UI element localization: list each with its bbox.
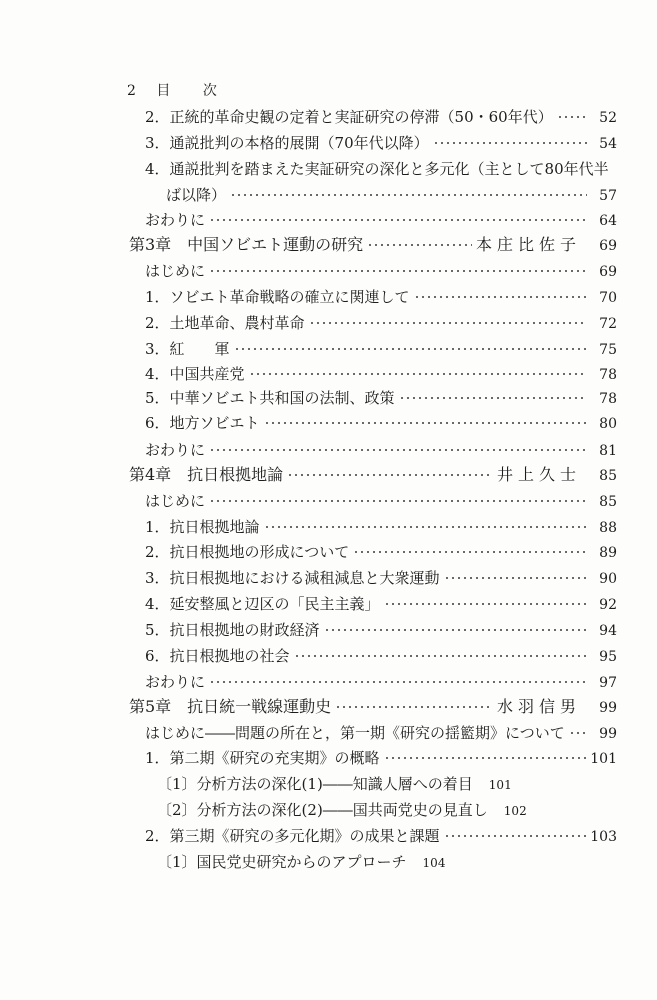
toc-entry-title: はじめに――問題の所在と，第一期《研究の揺籃期》について xyxy=(145,724,565,742)
toc-entry[interactable] xyxy=(145,539,617,565)
chapter-title: 第4章 抗日根拠地論 xyxy=(129,465,284,484)
dot-leader xyxy=(353,550,587,554)
dot-leader xyxy=(335,705,493,709)
toc-entry-title: 4．延安整風と辺区の「民主主義」 xyxy=(145,595,380,613)
toc-entry[interactable] xyxy=(145,514,617,540)
chapter-author: 水羽信男 xyxy=(496,697,581,716)
dot-leader xyxy=(367,243,472,247)
toc-entry-page: 85 xyxy=(599,494,617,510)
dot-leader xyxy=(444,576,587,580)
dot-leader xyxy=(433,141,587,145)
toc-entry-title: はじめに xyxy=(145,492,206,510)
chapter-author: 井上久士 xyxy=(496,465,581,484)
dot-leader xyxy=(557,115,587,119)
running-header xyxy=(127,80,218,100)
chapter-title: 第5章 抗日統一戦線運動史 xyxy=(129,697,332,716)
dot-leader xyxy=(209,499,587,503)
dot-leader xyxy=(209,269,587,273)
toc-entry-page: 54 xyxy=(599,136,617,152)
toc-entry[interactable] xyxy=(145,720,617,746)
toc-entry-continuation[interactable] xyxy=(166,182,617,208)
toc-entry[interactable] xyxy=(145,258,617,284)
toc-entry[interactable] xyxy=(145,207,617,233)
toc-entry[interactable] xyxy=(145,284,617,310)
toc-entry-title: 1．第二期《研究の充実期》の概略 xyxy=(145,749,380,767)
toc-entry-title: おわりに xyxy=(145,673,206,691)
dot-leader xyxy=(569,731,587,735)
toc-entry-title: 2．抗日根拠地の形成について xyxy=(145,543,350,561)
dot-leader xyxy=(209,218,587,222)
toc-entry-page: 99 xyxy=(599,726,617,742)
toc-entry-page: 70 xyxy=(599,290,617,306)
toc-entry-page: 78 xyxy=(599,367,617,383)
toc-subentry[interactable] xyxy=(157,849,445,875)
toc-entry-page: 75 xyxy=(599,342,617,358)
toc-entry-page: 92 xyxy=(599,597,617,613)
toc-entry-page: 57 xyxy=(599,188,617,204)
toc-entry-title: おわりに xyxy=(145,211,206,229)
toc-entry-title: 2．第三期《研究の多元化期》の成果と課題 xyxy=(145,827,440,845)
dot-leader xyxy=(234,347,587,351)
toc-entry-page: 81 xyxy=(599,443,617,459)
dot-leader xyxy=(444,834,587,838)
toc-entry-title: はじめに xyxy=(145,262,206,280)
toc-entry[interactable] xyxy=(145,410,617,436)
toc-entry-page: 99 xyxy=(599,700,617,716)
toc-entry-title: 3．通説批判の本格的展開（70年代以降） xyxy=(145,134,429,152)
dot-leader xyxy=(209,448,587,452)
header-title-part: 次 xyxy=(202,83,218,99)
toc-entry[interactable] xyxy=(145,669,617,695)
toc-entry-title: 〔2〕分析方法の深化(2)――国共両党史の見直し xyxy=(157,801,488,819)
toc-entry[interactable] xyxy=(145,310,617,336)
chapter-author: 本庄比佐子 xyxy=(475,235,581,254)
toc-entry-page: 103 xyxy=(590,829,617,845)
toc-entry-title: 4．通説批判を踏まえた実証研究の深化と多元化（主として80年代半 xyxy=(145,160,609,178)
toc-entry-title: 6．抗日根拠地の社会 xyxy=(145,647,290,665)
dot-leader xyxy=(230,193,587,197)
toc-entry-title: 〔1〕国民党史研究からのアプローチ xyxy=(157,853,407,871)
toc-entry-page: 89 xyxy=(599,545,617,561)
dot-leader xyxy=(287,473,493,477)
toc-entry-title: 3．抗日根拠地における減租減息と大衆運動 xyxy=(145,569,440,587)
toc-chapter[interactable] xyxy=(129,232,617,258)
toc-entry-page: 94 xyxy=(599,623,617,639)
dot-leader xyxy=(309,321,587,325)
toc-entry-title: 3．紅 軍 xyxy=(145,340,230,358)
toc-entry[interactable] xyxy=(145,437,617,463)
toc-entry-page: 101 xyxy=(590,751,617,767)
toc-entry-title: おわりに xyxy=(145,441,206,459)
toc-entry-title: 1．抗日根拠地論 xyxy=(145,518,260,536)
toc-entry-title: 1．ソビエト革命戦略の確立に関連して xyxy=(145,288,410,306)
dot-leader xyxy=(384,602,587,606)
toc-entry-page: 102 xyxy=(503,804,527,818)
chapter-title: 第3章 中国ソビエト運動の研究 xyxy=(129,235,364,254)
toc-entry[interactable] xyxy=(145,565,617,591)
toc-entry[interactable] xyxy=(145,745,617,771)
dot-leader xyxy=(209,680,587,684)
toc-entry[interactable] xyxy=(145,823,617,849)
toc-entry-page: 72 xyxy=(599,316,617,332)
dot-leader xyxy=(249,372,587,376)
toc-entry[interactable] xyxy=(145,643,617,669)
dot-leader xyxy=(294,654,587,658)
dot-leader xyxy=(264,525,587,529)
toc-entry-title: 5．抗日根拠地の財政経済 xyxy=(145,621,320,639)
dot-leader xyxy=(384,756,587,760)
toc-subentry[interactable] xyxy=(157,797,527,823)
page-number: 2 xyxy=(127,83,137,99)
toc-entry[interactable] xyxy=(145,156,609,182)
toc-entry[interactable] xyxy=(145,104,617,130)
dot-leader xyxy=(399,396,587,400)
dot-leader xyxy=(264,421,587,425)
toc-entry[interactable] xyxy=(145,488,617,514)
toc-entry-page: 64 xyxy=(599,213,617,229)
toc-entry[interactable] xyxy=(145,130,617,156)
toc-entry-title: 2．土地革命、農村革命 xyxy=(145,314,305,332)
header-title-part: 目 xyxy=(156,83,172,99)
toc-entry[interactable] xyxy=(145,591,617,617)
toc-chapter[interactable] xyxy=(129,462,617,488)
toc-entry-title: ば以降） xyxy=(166,186,227,204)
toc-entry-title: 〔1〕分析方法の深化(1)――知識人層への着目 xyxy=(157,775,473,793)
toc-entry-page: 104 xyxy=(422,856,446,870)
toc-entry-page: 85 xyxy=(599,468,617,484)
toc-entry[interactable] xyxy=(145,336,617,362)
toc-entry-page: 80 xyxy=(599,416,617,432)
toc-entry-page: 101 xyxy=(488,778,512,792)
toc-entry[interactable] xyxy=(145,361,617,387)
toc-entry-page: 52 xyxy=(599,110,617,126)
toc-entry-page: 88 xyxy=(599,520,617,536)
toc-entry-title: 4．中国共産党 xyxy=(145,365,245,383)
toc-entry[interactable] xyxy=(145,385,617,411)
toc-entry-page: 69 xyxy=(599,238,617,254)
toc-entry-page: 69 xyxy=(599,264,617,280)
toc-chapter[interactable] xyxy=(129,694,617,720)
toc-entry-page: 95 xyxy=(599,649,617,665)
toc-entry-title: 2．正統的革命史観の定着と実証研究の停滞（50・60年代） xyxy=(145,108,553,126)
toc-subentry[interactable] xyxy=(157,771,512,797)
toc-entry[interactable] xyxy=(145,617,617,643)
toc-entry-title: 6．地方ソビエト xyxy=(145,414,260,432)
toc-entry-page: 78 xyxy=(599,391,617,407)
dot-leader xyxy=(414,295,587,299)
toc-entry-page: 90 xyxy=(599,571,617,587)
dot-leader xyxy=(324,628,587,632)
toc-entry-title: 5．中華ソビエト共和国の法制、政策 xyxy=(145,389,395,407)
toc-entry-page: 97 xyxy=(599,675,617,691)
